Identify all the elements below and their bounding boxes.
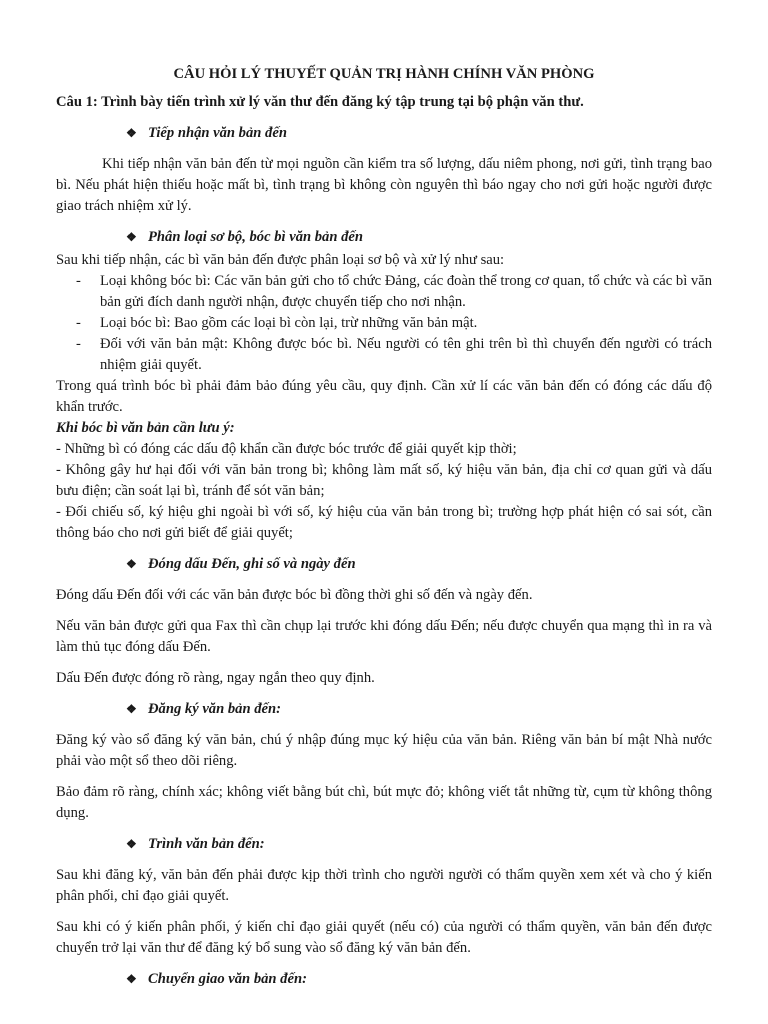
dash-list — [56, 271, 712, 376]
dash-icon: - — [76, 336, 81, 352]
section-heading-text: Phân loại sơ bộ, bóc bì văn bản đến — [148, 229, 364, 245]
dash-icon: - — [76, 315, 81, 331]
note-line: - Những bì có đóng các dấu độ khẩn cần được bóc trước để giải quyết kịp thời; — [56, 441, 517, 457]
dash-icon: - — [76, 273, 81, 289]
section-heading-register — [56, 699, 712, 720]
paragraph: Bảo đảm rõ ràng, chính xác; không viết bằng bút chì, bút mực đỏ; không viết tắt những từ, cụm từ không thông dụng. — [56, 784, 712, 821]
paragraph: Đăng ký vào sổ đăng ký văn bản, chú ý nhập đúng mục ký hiệu của văn bản. Riêng văn bản bí mật Nhà nước phải vào một sổ theo dõi riêng. — [56, 732, 712, 769]
section-heading-transfer — [56, 969, 712, 990]
paragraph: Khi tiếp nhận văn bản đến từ mọi nguồn cần kiểm tra số lượng, dấu niêm phong, nơi gửi, tình trạng bao bì. Nếu phát hiện thiếu hoặc mất bì, tình trạng bì không còn nguyên thì báo ngay cho nơi gửi hoặc người được giao trách nhiệm xử lý. — [56, 156, 712, 214]
note-line: - Đối chiếu số, ký hiệu ghi ngoài bì với số, ký hiệu của văn bản trong bì; trường hợp phát hiện có sai sót, cần thông báo cho nơi gửi biết để giải quyết; — [56, 504, 712, 541]
list-item: - Loại không bóc bì: Các văn bản gửi cho tổ chức Đảng, các đoàn thể trong cơ quan, tổ chức và các bì văn bản gửi đích danh người nhận, được chuyển tiếp cho nơi nhận. — [76, 273, 712, 310]
section-heading-text: Chuyển giao văn bản đến: — [148, 971, 307, 987]
question-heading: Câu 1: Trình bày tiến trình xử lý văn thư đến đăng ký tập trung tại bộ phận văn thư. — [56, 94, 584, 110]
list-item: - Loại bóc bì: Bao gồm các loại bì còn lại, trừ những văn bản mật. — [56, 313, 712, 334]
paragraph: Sau khi đăng ký, văn bản đến phải được kịp thời trình cho người người có thẩm quyền xem xét và cho ý kiến phân phối, chỉ đạo giải quyết. — [56, 867, 712, 904]
paragraph: Nếu văn bản được gửi qua Fax thì cần chụp lại trước khi đóng dấu Đến; nếu được chuyển qua mạng thì in ra và làm thủ tục đóng dấu Đến. — [56, 618, 712, 655]
note-line: - Không gây hư hại đối với văn bản trong bì; không làm mất số, ký hiệu văn bản, địa chỉ cơ quan gửi và dấu bưu điện; cần soát lại bì, tránh để sót văn bản; — [56, 462, 712, 499]
paragraph: Trong quá trình bóc bì phải đảm bảo đúng yêu cầu, quy định. Cần xử lí các văn bản đến có đóng các dấu độ khẩn trước. — [56, 378, 712, 415]
section-heading-text: Tiếp nhận văn bản đến — [148, 125, 287, 141]
section-heading-receive — [56, 123, 712, 144]
paragraph: Sau khi tiếp nhận, các bì văn bản đến được phân loại sơ bộ và xử lý như sau: — [56, 252, 505, 268]
diamond-bullet-icon: ❖ — [126, 230, 137, 244]
diamond-bullet-icon: ❖ — [126, 702, 137, 716]
page-title: CÂU HỎI LÝ THUYẾT QUẢN TRỊ HÀNH CHÍNH VĂN PHÒNG — [173, 66, 595, 82]
diamond-bullet-icon: ❖ — [126, 837, 137, 851]
section-heading-text: Đóng dấu Đến, ghi số và ngày đến — [148, 556, 356, 572]
paragraph: Dấu Đến được đóng rõ ràng, ngay ngắn theo quy định. — [56, 670, 375, 686]
section-heading-sort — [56, 227, 712, 248]
diamond-bullet-icon: ❖ — [126, 126, 137, 140]
section-heading-text: Trình văn bản đến: — [148, 836, 265, 852]
diamond-bullet-icon: ❖ — [126, 972, 137, 986]
paragraph: Đóng dấu Đến đối với các văn bản được bóc bì đồng thời ghi số đến và ngày đến. — [56, 587, 533, 603]
section-heading-text: Đăng ký văn bản đến: — [148, 701, 281, 717]
section-heading-present — [56, 834, 712, 855]
note-heading: Khi bóc bì văn bản cần lưu ý: — [56, 420, 235, 436]
list-item: - Đối với văn bản mật: Không được bóc bì. Nếu người có tên ghi trên bì thì chuyển đến người có trách nhiệm giải quyết. — [76, 336, 712, 373]
diamond-bullet-icon: ❖ — [126, 557, 137, 571]
paragraph: Sau khi có ý kiến phân phối, ý kiến chỉ đạo giải quyết (nếu có) của người có thẩm quyền, văn bản đến được chuyển trở lại văn thư để đăng ký bổ sung vào sổ đăng ký văn bản đến. — [56, 919, 712, 956]
section-heading-stamp — [56, 554, 712, 575]
